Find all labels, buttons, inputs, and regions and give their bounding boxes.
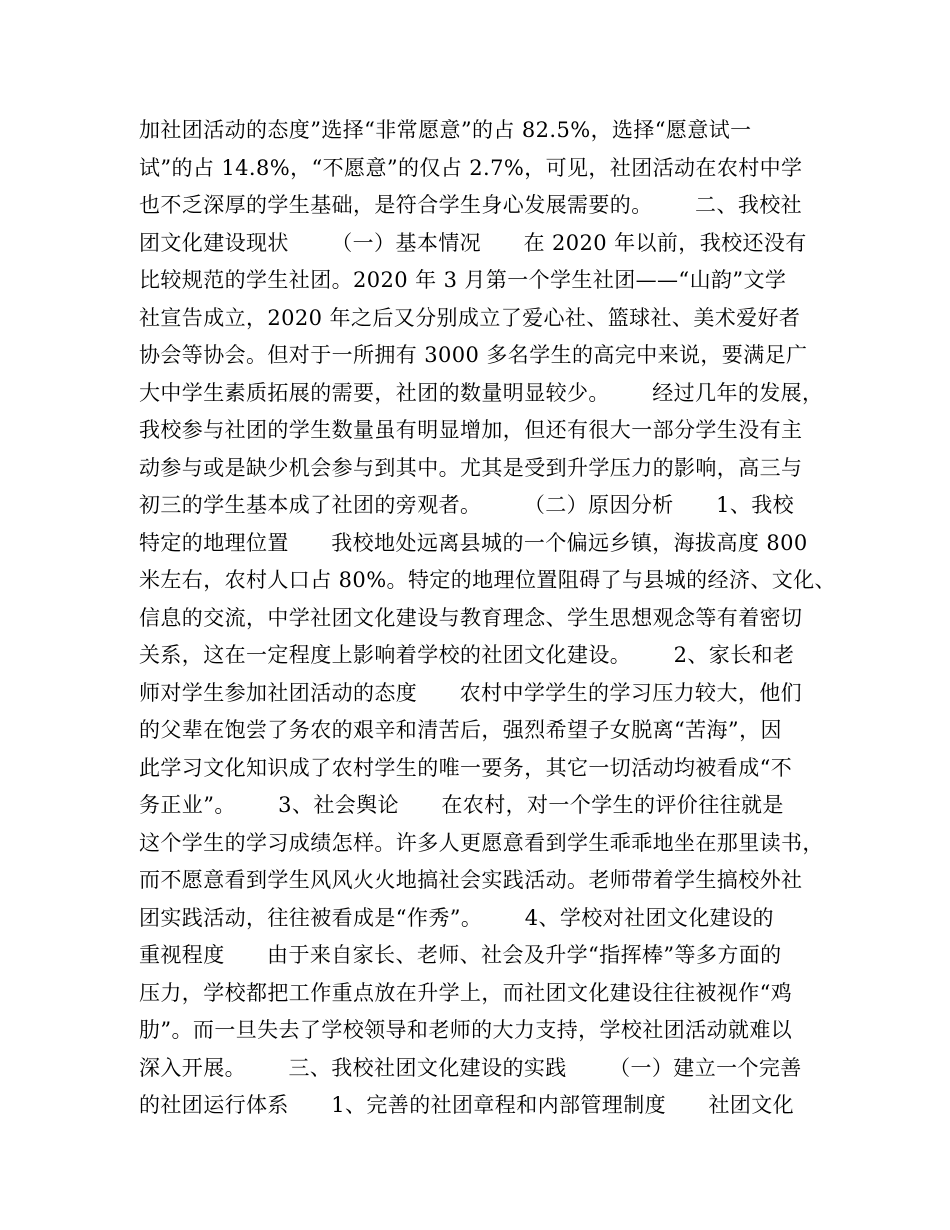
text-line: 社宣告成立，2020 年之后又分别成立了爱心社、篮球社、美术爱好者 bbox=[139, 305, 801, 330]
text-line: 的社团运行体系 1、完善的社团章程和内部管理制度 社团文化 bbox=[139, 1093, 795, 1117]
text-line: 初三的学生基本成了社团的旁观者。 （二）原因分析 1、我校 bbox=[139, 493, 795, 517]
text-line: 务正业”。 3、社会舆论 在农村，对一个学生的评价往往就是 bbox=[139, 793, 784, 817]
text-line: 此学习文化知识成了农村学生的唯一要务，其它一切活动均被看成“不 bbox=[139, 755, 793, 780]
text-line: 我校参与社团的学生数量虽有明显增加，但还有很大一部分学生没有主 bbox=[139, 418, 803, 442]
text-line: 协会等协会。但对于一所拥有 3000 多名学生的高完中来说，要满足广 bbox=[139, 343, 808, 367]
text-line: 米左右，农村人口占 80%。特定的地理位置阻碍了与县城的经济、文化、 bbox=[139, 568, 836, 592]
text-line: 这个学生的学习成绩怎样。许多人更愿意看到学生乖乖地坐在那里读书， bbox=[139, 830, 824, 855]
text-line: 特定的地理位置 我校地处远离县城的一个偏远乡镇，海拔高度 800 bbox=[139, 530, 808, 555]
text-line: 也不乏深厚的学生基础，是符合学生身心发展需要的。 二、我校社 bbox=[139, 193, 803, 217]
text-line: 团文化建设现状 （一）基本情况 在 2020 年以前，我校还没有 bbox=[139, 230, 807, 255]
text-line: 重视程度 由于来自家长、老师、社会及升学“指挥棒”等多方面的 bbox=[139, 943, 782, 967]
text-line: 而不愿意看到学生风风火火地搞社会实践活动。老师带着学生搞校外社 bbox=[139, 868, 803, 892]
text-line: 的父辈在饱尝了务农的艰辛和清苦后，强烈希望子女脱离“苦海”，因 bbox=[139, 718, 782, 742]
text-line: 比较规范的学生社团。2020 年 3 月第一个学生社团——“山韵”文学 bbox=[139, 268, 787, 292]
text-line: 师对学生参加社团活动的态度 农村中学学生的学习压力较大，他们 bbox=[139, 680, 803, 705]
text-line: 深入开展。 三、我校社团文化建设的实践 （一）建立一个完善 bbox=[139, 1055, 802, 1080]
text-line: 加社团活动的态度”选择“非常愿意”的占 82.5%，选择“愿意试一 bbox=[139, 118, 752, 142]
text-line: 团实践活动，往往被看成是“作秀”。 4、学校对社团文化建设的 bbox=[139, 905, 774, 930]
body-text bbox=[139, 112, 836, 1125]
text-line: 信息的交流，中学社团文化建设与教育理念、学生思想观念等有着密切 bbox=[139, 605, 803, 630]
text-line: 压力，学校都把工作重点放在升学上，而社团文化建设往往被视作“鸡 bbox=[139, 980, 793, 1005]
text-line: 大中学生素质拓展的需要，社团的数量明显较少。 经过几年的发展， bbox=[139, 380, 824, 405]
text-line: 试”的占 14.8%，“不愿意”的仅占 2.7%，可见，社团活动在农村中学 bbox=[139, 155, 803, 180]
text-line: 关系，这在一定程度上影响着学校的社团文化建设。 2、家长和老 bbox=[139, 643, 795, 667]
text-line: 动参与或是缺少机会参与到其中。尤其是受到升学压力的影响，高三与 bbox=[139, 455, 803, 480]
text-line: 肋”。而一旦失去了学校领导和老师的大力支持，学校社团活动就难以 bbox=[139, 1018, 793, 1042]
